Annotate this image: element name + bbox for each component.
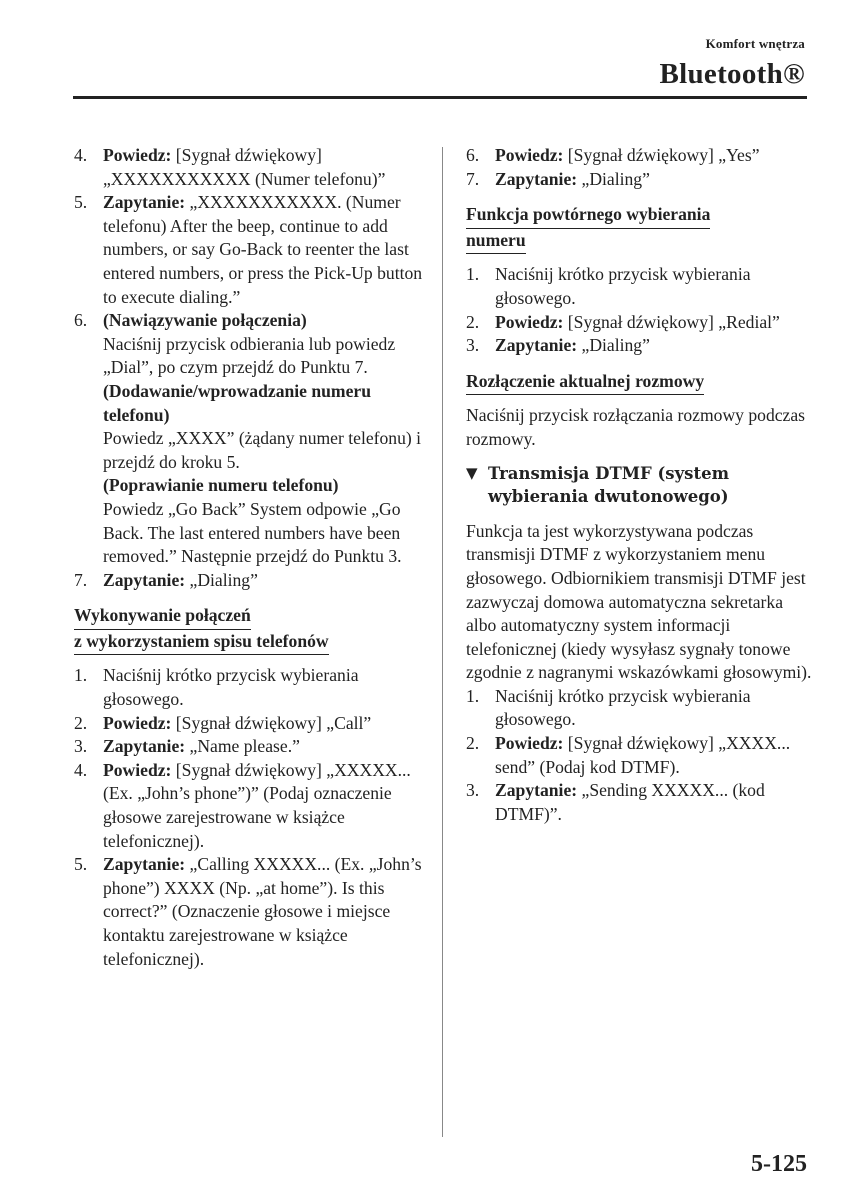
subheading-line: Rozłączenie aktualnej rozmowy (466, 370, 704, 396)
item-number: 3. (466, 335, 480, 356)
item-text: Naciśnij krótko przycisk wybierania głosowego. (495, 685, 751, 730)
list-item (466, 779, 814, 826)
item-text (103, 191, 426, 309)
subheading-line: numeru (466, 229, 526, 255)
item-number: 7. (466, 168, 480, 189)
list-item (466, 334, 814, 358)
item-label: Zapytanie: (103, 569, 186, 590)
right-column (466, 144, 814, 826)
disconnect-paragraph: Naciśnij przycisk rozłączania rozmowy podczas rozmowy. (466, 405, 806, 449)
item-body: „XXXXXXXXXXX. (Numer telefonu) After the beep, continue to add numbers, or say Go-Back to reenter the last entered numbers, or press the Pick-Up button to execute dialing.” (103, 192, 423, 307)
item-body: „Name please.” (185, 736, 300, 757)
list-item (466, 144, 814, 168)
item-text (495, 334, 814, 358)
item-label: Zapytanie: (495, 335, 578, 356)
list-item (74, 759, 426, 853)
item-text (103, 712, 426, 736)
item-number: 1. (466, 264, 480, 285)
item-label: Zapytanie: (103, 854, 186, 875)
item-number: 6. (466, 145, 480, 165)
item-text (495, 732, 814, 779)
item-body: [Sygnał dźwiękowy] „Yes” (563, 145, 760, 165)
item-text (103, 759, 426, 853)
subheading-line: Funkcja powtórnego wybierania (466, 203, 710, 229)
option-heading: (Dodawanie/wprowadzanie numeru telefonu) (103, 380, 371, 425)
dtmf-heading (466, 462, 814, 509)
subheading-phonebook (74, 604, 426, 655)
list-item (74, 853, 426, 971)
option-text: Powiedz „XXXX” (żądany numer telefonu) i przejdź do kroku 5. (103, 428, 422, 472)
item-body: „Calling XXXXX... (Ex. „John’s phone”) XXXX (Np. „at home”). Is this correct?” (Oznaczenie głosowe i miejsce kontaktu zarejestrowane w książce telefonicznej). (103, 854, 422, 969)
item-text (495, 168, 814, 192)
item-label: Powiedz: (103, 759, 172, 780)
item-text (103, 309, 426, 569)
subheading-line: z wykorzystaniem spisu telefonów (74, 630, 329, 656)
item-text (103, 853, 426, 971)
left-column (74, 144, 426, 971)
option-text: Naciśnij przycisk odbierania lub powiedz „Dial”, po czym przejdź do Punktu 7. (103, 333, 396, 378)
list-item (74, 569, 426, 593)
item-body: [Sygnał dźwiękowy] „XXXX... send” (Podaj kod DTMF). (495, 733, 791, 777)
item-number: 2. (466, 311, 480, 332)
subheading-redial (466, 203, 814, 254)
list-item (466, 263, 814, 310)
item-number: 3. (466, 780, 480, 801)
item-number: 6. (74, 310, 88, 331)
dtmf-paragraph: Funkcja ta jest wykorzystywana podczas transmisji DTMF z wykorzystaniem menu głosowego. Odbiornikiem transmisji DTMF jest zazwyczaj domowa automatyczna sekretarka albo automatyczny system informacji telefonicznej (kiedy wysyłasz sygnały tonowe zgodnie z nagranymi wskazówkami głosowymi). (466, 520, 812, 683)
list-item (74, 735, 426, 759)
item-label: Zapytanie: (495, 780, 578, 801)
column-divider (442, 147, 443, 1137)
dtmf-heading-text: Transmisja DTMF (system wybierania dwutonowego) (488, 463, 730, 507)
list-item (74, 664, 426, 711)
item-text (103, 144, 426, 191)
item-number: 2. (466, 733, 480, 754)
item-number: 5. (74, 854, 88, 875)
item-body: „Dialing” (577, 168, 650, 189)
list-item (74, 144, 426, 191)
item-label: Powiedz: (495, 733, 564, 754)
item-text (495, 779, 814, 826)
list-item (74, 712, 426, 736)
item-label: Powiedz: (495, 145, 564, 165)
option-heading: (Poprawianie numeru telefonu) (103, 475, 339, 496)
item-body: „Dialing” (577, 335, 650, 356)
list-item (466, 168, 814, 192)
page-header (659, 36, 805, 91)
list-item (466, 311, 814, 335)
item-label: Zapytanie: (103, 736, 186, 757)
item-label: Powiedz: (103, 145, 172, 165)
header-rule (73, 96, 807, 99)
item-text (495, 311, 814, 335)
item-text: Naciśnij krótko przycisk wybierania głosowego. (495, 264, 751, 308)
item-body: „Sending XXXXX... (kod DTMF)”. (495, 780, 765, 824)
triangle-down-icon: ▼ (466, 463, 478, 482)
item-text (103, 735, 426, 759)
page-number: 5-125 (751, 1151, 807, 1177)
option-text: Powiedz „Go Back” System odpowie „Go Back. The last entered numbers have been removed.” Następnie przejdź do Punktu 3. (103, 498, 402, 567)
item-text (495, 144, 814, 168)
list-item (466, 732, 814, 779)
item-number: 5. (74, 192, 88, 213)
list-item (74, 191, 426, 309)
item-label: Powiedz: (103, 712, 172, 733)
subheading-disconnect (466, 370, 814, 396)
item-label: Zapytanie: (495, 168, 578, 189)
item-number: 3. (74, 736, 88, 757)
option-heading: (Nawiązywanie połączenia) (103, 310, 307, 331)
item-text: Naciśnij krótko przycisk wybierania głosowego. (103, 665, 359, 710)
item-body: „Dialing” (185, 569, 258, 590)
item-body: [Sygnał dźwiękowy] „Redial” (563, 311, 780, 332)
item-body: [Sygnał dźwiękowy] „Call” (171, 712, 372, 733)
list-item (74, 309, 426, 569)
item-number: 4. (74, 145, 88, 165)
item-number: 1. (74, 665, 88, 686)
item-label: Powiedz: (495, 311, 564, 332)
subheading-line: Wykonywanie połączeń (74, 604, 251, 630)
item-body: [Sygnał dźwiękowy] „XXXXX... (Ex. „John’s phone”)” (Podaj oznaczenie głosowe zarejestrowane w książce telefonicznej). (103, 759, 411, 851)
page-title: Bluetooth® (659, 58, 805, 90)
item-number: 1. (466, 685, 480, 706)
list-item (466, 685, 814, 732)
section-label: Komfort wnętrza (705, 36, 805, 51)
item-label: Zapytanie: (103, 192, 186, 213)
item-number: 2. (74, 712, 88, 733)
item-number: 7. (74, 569, 88, 590)
item-number: 4. (74, 759, 88, 780)
item-text (103, 569, 426, 593)
item-body: [Sygnał dźwiękowy] „XXXXXXXXXXX (Numer telefonu)” (103, 145, 386, 189)
